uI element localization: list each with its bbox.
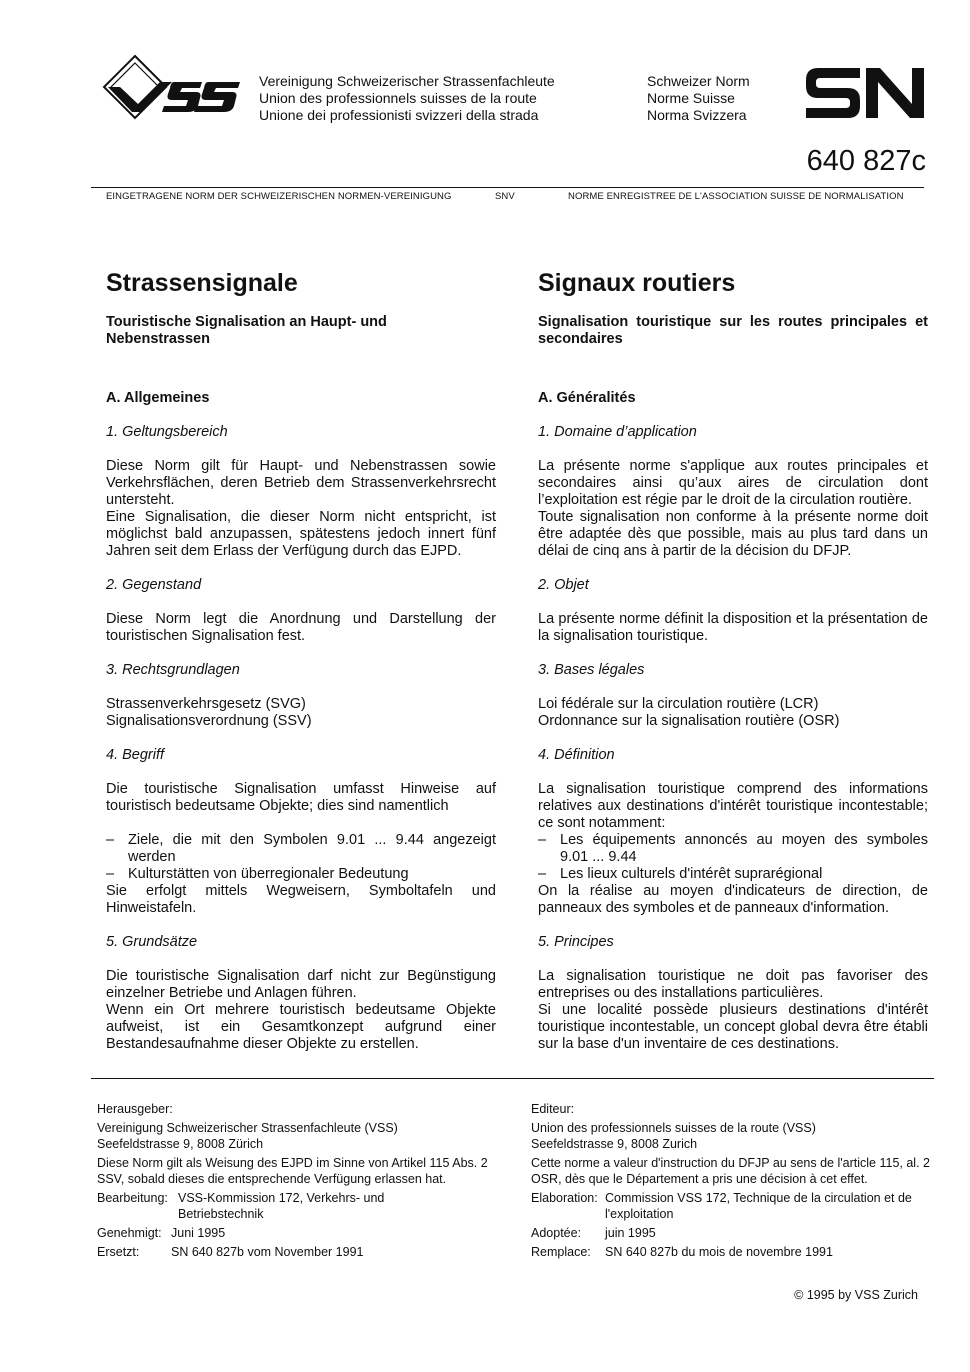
paragraph-3a-de: Strassenverkehrsgesetz (SVG) <box>106 696 306 712</box>
norm-label-it: Norma Svizzera <box>647 107 747 123</box>
replaces-row-de <box>97 1244 489 1260</box>
replaces-value-de: SN 640 827b vom November 1991 <box>171 1245 364 1259</box>
directive-de: Diese Norm gilt als Weisung des EJPD im Sinne von Artikel 115 Abs. 2 SSV, sobald dieses die entsprechende Verfügung erlassen hat. <box>97 1156 488 1186</box>
publisher-name-de: Vereinigung Schweizerischer Strassenfachleute (VSS) <box>97 1121 398 1135</box>
list-item-fr-1 <box>538 832 928 866</box>
sn-logo <box>804 66 926 120</box>
paragraph-5a-de: Die touristische Signalisation darf nicht zur Begünstigung einzelner Betriebe und Anlagen führen. <box>106 968 496 1001</box>
paragraph-4-de: Die touristische Signalisation umfasst Hinweise auf touristisch bedeutsame Objekte; dies sind namentlich <box>106 781 496 814</box>
header-rule <box>91 187 924 188</box>
paragraph-1b-de: Eine Signalisation, die dieser Norm nicht entspricht, ist möglichst bald anzupassen, spätestens jedoch innert fünf Jahren seit dem Erlass der Verfügung durch das EJPD. <box>106 509 496 559</box>
heading-1-de: 1. Geltungsbereich <box>106 424 228 440</box>
paragraph-5a-fr: La signalisation touristique ne doit pas favoriser des entreprises ou des installations particulières. <box>538 968 928 1001</box>
paragraph-1a-fr: La présente norme s'applique aux routes principales et secondaires ainsi qu’aux aires de circulation dont l’exploitation est régie par le droit de la circulation routière. <box>538 458 928 508</box>
paragraph-5b-de: Wenn ein Ort mehrere touristisch bedeutsame Objekte aufweist, ist ein Gesamtkonzept aufgrund einer Bestandesaufnahme dieser Objekte zu erstellen. <box>106 1002 496 1052</box>
replaces-value-fr: SN 640 827b du mois de novembre 1991 <box>605 1245 833 1259</box>
heading-3-fr: 3. Bases légales <box>538 662 645 678</box>
org-name-fr: Union des professionnels suisses de la route <box>259 90 537 106</box>
elaboration-value-de: VSS-Kommission 172, Verkehrs- und Betriebstechnik <box>178 1191 385 1221</box>
snv-label: SNV <box>495 191 515 202</box>
heading-3-de: 3. Rechtsgrundlagen <box>106 662 240 678</box>
norm-label-fr: Norme Suisse <box>647 90 735 106</box>
paragraph-1a-de: Diese Norm gilt für Haupt- und Nebenstrassen sowie Verkehrsflächen, deren Betrieb dem Strassenverkehrsrecht untersteht. <box>106 458 496 508</box>
paragraph-4b-de: Sie erfolgt mittels Wegweisern, Symboltafeln und Hinweistafeln. <box>106 883 496 916</box>
bullet-dash: – <box>106 832 115 848</box>
approved-label-de: Genehmigt: <box>97 1226 162 1240</box>
copyright: © 1995 by VSS Zurich <box>794 1288 918 1302</box>
elaboration-value-fr: Commission VSS 172, Technique de la circulation et de l'exploitation <box>605 1191 912 1221</box>
approved-label-fr: Adoptée: <box>531 1226 582 1240</box>
elaboration-row-fr <box>531 1190 931 1222</box>
publisher-name-fr: Union des professionnels suisses de la route (VSS) <box>531 1121 816 1135</box>
list-item-text: Ziele, die mit den Symbolen 9.01 ... 9.44 angezeigt werden <box>128 832 496 865</box>
paragraph-4b-fr: On la réalise au moyen d'indicateurs de direction, de panneaux des symboles et de panneaux d'information. <box>538 883 928 916</box>
paragraph-3b-fr: Ordonnance sur la signalisation routière (OSR) <box>538 713 840 729</box>
replaces-row-fr <box>531 1244 931 1260</box>
paragraph-3a-fr: Loi fédérale sur la circulation routière (LCR) <box>538 696 819 712</box>
norm-label-de: Schweizer Norm <box>647 73 750 89</box>
bullet-dash: – <box>538 866 547 882</box>
approved-value-de: Juni 1995 <box>171 1226 226 1240</box>
paragraph-2-de: Diese Norm legt die Anordnung und Darstellung der touristischen Signalisation fest. <box>106 611 496 644</box>
subtitle-de: Touristische Signalisation an Haupt- und Nebenstrassen <box>106 314 387 347</box>
registered-de: EINGETRAGENE NORM DER SCHWEIZERISCHEN NORMEN-VEREINIGUNG <box>106 191 452 202</box>
norm-number: 640 827c <box>806 145 926 177</box>
title-fr: Signaux routiers <box>538 269 736 297</box>
bullet-dash: – <box>538 832 547 848</box>
vss-logo <box>102 54 244 120</box>
column-de <box>106 268 496 1053</box>
column-fr <box>538 268 928 1053</box>
heading-4-de: 4. Begriff <box>106 747 165 763</box>
paragraph-1b-fr: Toute signalisation non conforme à la présente norme doit être adaptée dès que possible, mais au plus tard dans un délai de cinq ans à partir de la décision du DFJP. <box>538 509 928 559</box>
publisher-label-fr: Editeur: <box>531 1102 575 1116</box>
heading-5-de: 5. Grundsätze <box>106 934 198 950</box>
approved-value-fr: juin 1995 <box>605 1226 656 1240</box>
list-item-text: Les lieux culturels d'intérêt suprarégional <box>560 866 823 882</box>
directive-fr: Cette norme a valeur d'instruction du DFJP au sens de l'article 115, al. 2 OSR, dès que le Département a pris une décision à cet effet. <box>531 1156 930 1186</box>
subtitle-fr: Signalisation touristique sur les routes principales et secondaires <box>538 314 928 347</box>
section-a-de: A. Allgemeines <box>106 390 210 406</box>
paragraph-5b-fr: Si une localité possède plusieurs destinations d'intérêt touristique incontestable, un concept global devra être établi sur la base d'un inventaire de ces destinations. <box>538 1002 928 1052</box>
elaboration-label-de: Bearbeitung: <box>97 1191 168 1205</box>
norm-labels <box>647 73 750 124</box>
paragraph-2-fr: La présente norme définit la disposition et la présentation de la signalisation touristique. <box>538 611 928 644</box>
heading-1-fr: 1. Domaine d’application <box>538 424 697 440</box>
paragraph-3b-de: Signalisationsverordnung (SSV) <box>106 713 312 729</box>
publisher-address-fr: Seefeldstrasse 9, 8008 Zurich <box>531 1137 698 1151</box>
title-de: Strassensignale <box>106 269 298 297</box>
publisher-label-de: Herausgeber: <box>97 1102 173 1116</box>
list-item-fr-2 <box>538 866 928 883</box>
approved-row-fr <box>531 1225 931 1241</box>
replaces-label-fr: Remplace: <box>531 1245 591 1259</box>
heading-2-de: 2. Gegenstand <box>106 577 202 593</box>
footer-fr <box>531 1101 931 1260</box>
org-name-de: Vereinigung Schweizerischer Strassenfachleute <box>259 73 555 89</box>
registered-fr: NORME ENREGISTREE DE L'ASSOCIATION SUISSE DE NORMALISATION <box>568 191 904 202</box>
list-item-text: Les équipements annoncés au moyen des symboles 9.01 ... 9.44 <box>560 832 928 865</box>
footer-de <box>97 1101 489 1260</box>
bullet-dash: – <box>106 866 115 882</box>
publisher-address-de: Seefeldstrasse 9, 8008 Zürich <box>97 1137 264 1151</box>
list-item-de-1 <box>106 832 496 866</box>
heading-4-fr: 4. Définition <box>538 747 615 763</box>
paragraph-4-fr: La signalisation touristique comprend des informations relatives aux destinations d'intérêt touristique incontestable; ce sont notamment: <box>538 781 928 831</box>
footer-rule <box>91 1078 934 1079</box>
replaces-label-de: Ersetzt: <box>97 1245 140 1259</box>
elaboration-row-de <box>97 1190 489 1222</box>
list-item-text: Kulturstätten von überregionaler Bedeutung <box>128 866 409 882</box>
elaboration-label-fr: Elaboration: <box>531 1191 598 1205</box>
org-names <box>259 73 555 124</box>
heading-2-fr: 2. Objet <box>538 577 589 593</box>
org-name-it: Unione dei professionisti svizzeri della strada <box>259 107 539 123</box>
section-a-fr: A. Généralités <box>538 390 636 406</box>
list-item-de-2 <box>106 866 496 883</box>
approved-row-de <box>97 1225 489 1241</box>
heading-5-fr: 5. Principes <box>538 934 614 950</box>
